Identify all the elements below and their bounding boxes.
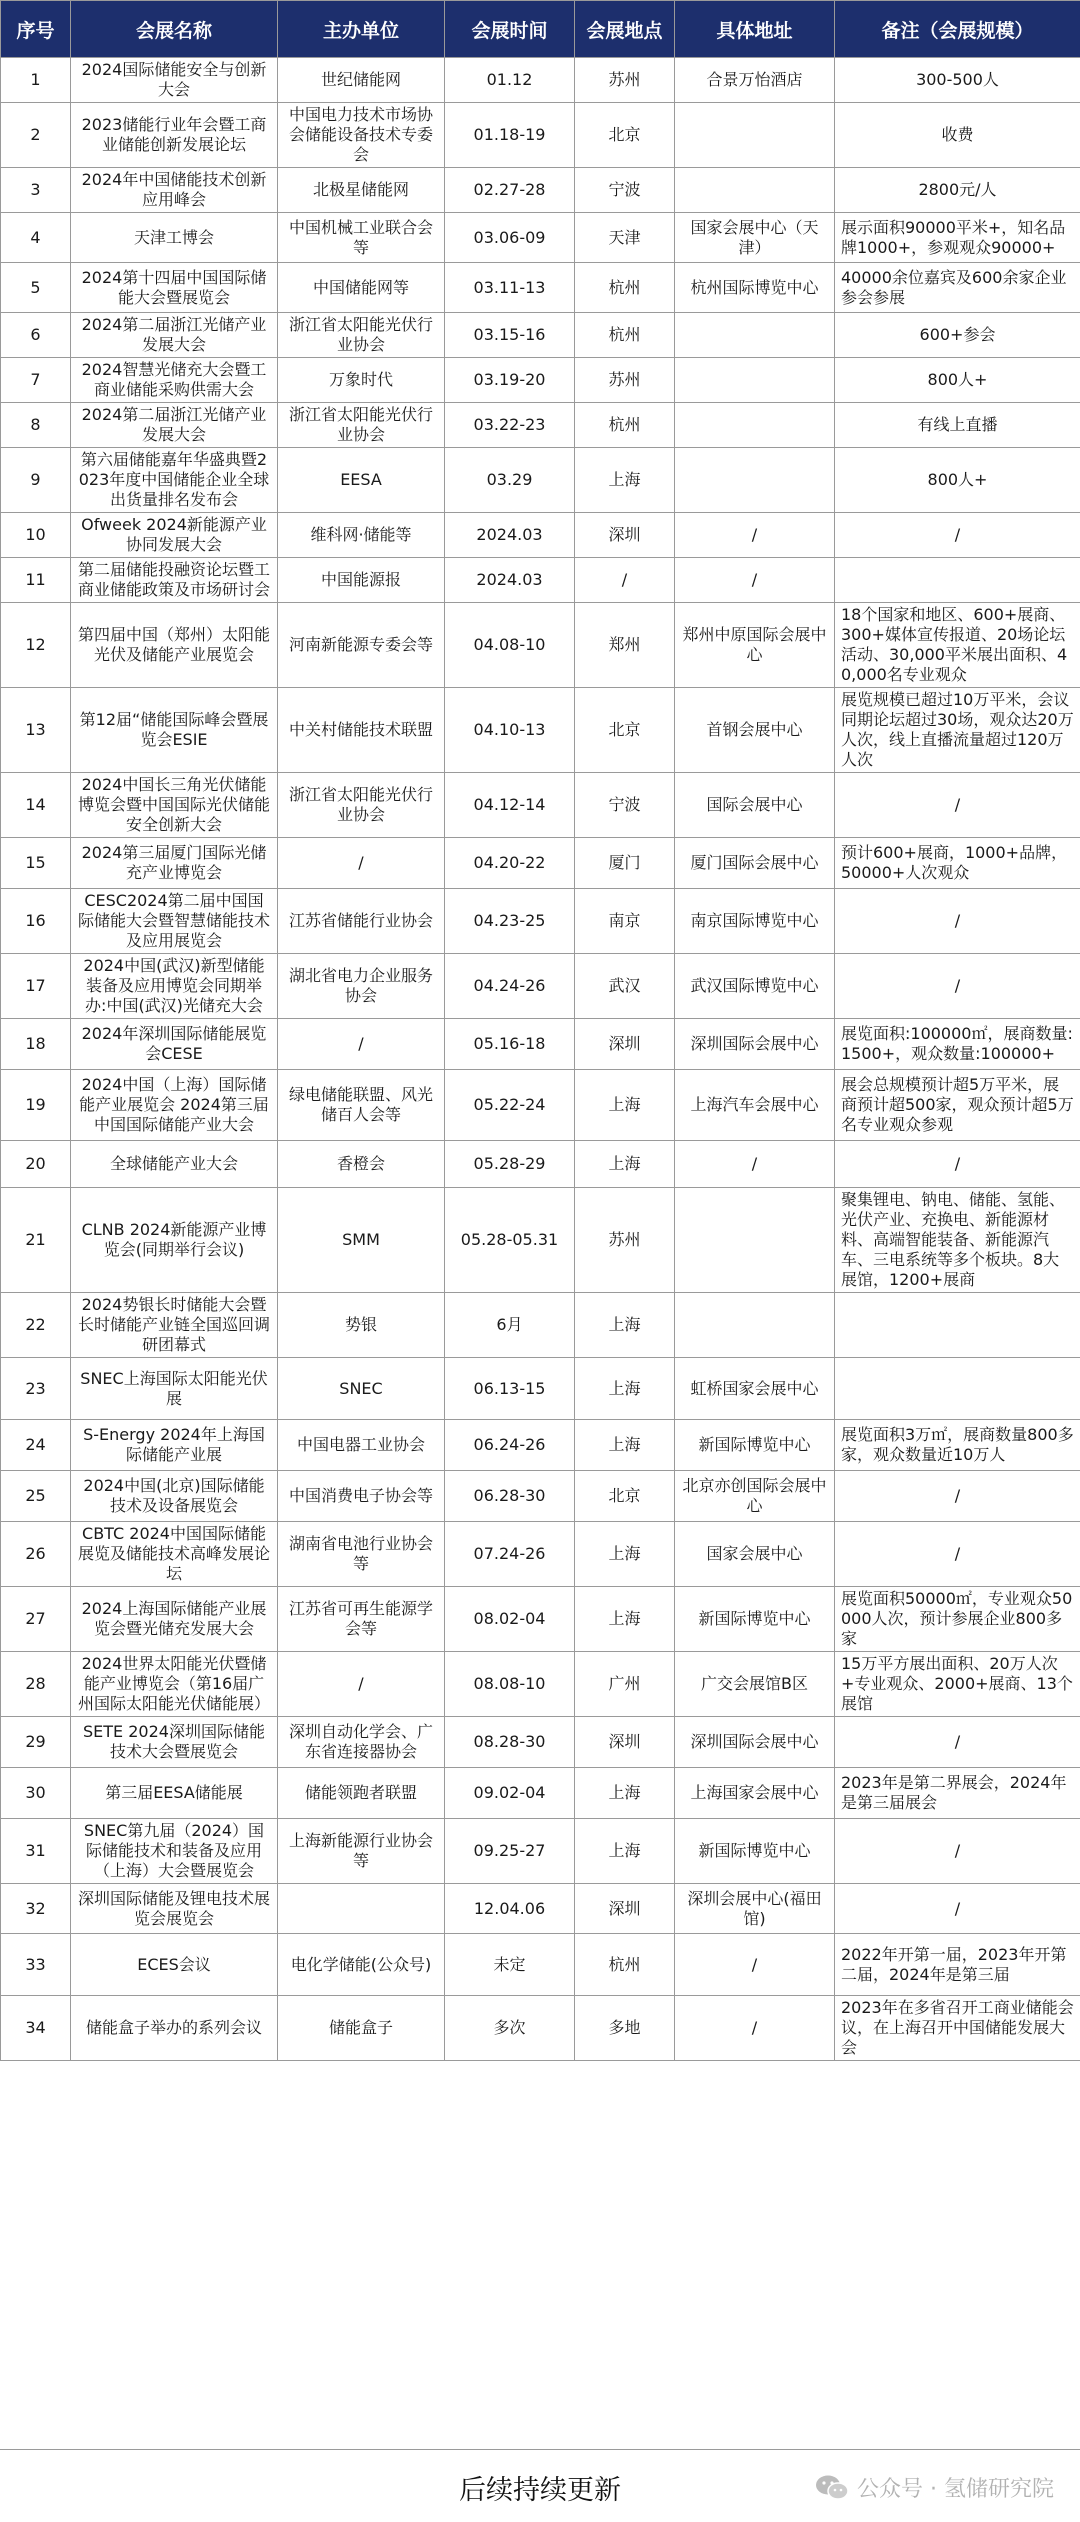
table-row [1, 168, 1080, 213]
cell-venue: 国家会展中心（天津） [675, 213, 835, 263]
cell-index: 19 [1, 1070, 71, 1141]
cell-date: 04.10-13 [445, 688, 575, 773]
cell-city: 北京 [575, 1471, 675, 1522]
cell-event-name: 2024中国（上海）国际储能产业展览会 2024第三届中国国际储能产业大会 [71, 1070, 278, 1141]
table-row [1, 1141, 1080, 1188]
cell-organizer [278, 1884, 445, 1934]
cell-organizer: / [278, 1019, 445, 1070]
cell-event-name: 全球储能产业大会 [71, 1141, 278, 1188]
cell-organizer: 中关村储能技术联盟 [278, 688, 445, 773]
cell-city: 上海 [575, 1358, 675, 1420]
cell-remarks: 600+参会 [835, 313, 1080, 358]
cell-city: 郑州 [575, 603, 675, 688]
cell-index: 27 [1, 1587, 71, 1652]
cell-date: 03.29 [445, 448, 575, 513]
cell-organizer: 势银 [278, 1293, 445, 1358]
footer-text: 后续持续更新 [0, 2468, 1080, 2507]
cell-remarks: 2800元/人 [835, 168, 1080, 213]
column-header: 会展名称 [71, 1, 278, 58]
cell-event-name: 第三届EESA储能展 [71, 1768, 278, 1819]
cell-date: 多次 [445, 1996, 575, 2061]
cell-organizer: SNEC [278, 1358, 445, 1420]
cell-organizer: 中国消费电子协会等 [278, 1471, 445, 1522]
cell-event-name: 2024中国(北京)国际储能技术及设备展览会 [71, 1471, 278, 1522]
cell-venue: 合景万怡酒店 [675, 58, 835, 103]
cell-venue [675, 1188, 835, 1293]
cell-venue: 南京国际博览中心 [675, 889, 835, 954]
cell-city: 武汉 [575, 954, 675, 1019]
cell-event-name: 第四届中国（郑州）太阳能光伏及储能产业展览会 [71, 603, 278, 688]
cell-event-name: 2024上海国际储能产业展览会暨光储充发展大会 [71, 1587, 278, 1652]
cell-index: 24 [1, 1420, 71, 1471]
cell-index: 28 [1, 1652, 71, 1717]
cell-city: 北京 [575, 688, 675, 773]
cell-remarks: 800人+ [835, 448, 1080, 513]
cell-city: 杭州 [575, 313, 675, 358]
cell-index: 12 [1, 603, 71, 688]
cell-venue: / [675, 558, 835, 603]
table-row [1, 889, 1080, 954]
cell-organizer: 储能领跑者联盟 [278, 1768, 445, 1819]
cell-event-name: 2024国际储能安全与创新大会 [71, 58, 278, 103]
table-row [1, 773, 1080, 838]
cell-city: 杭州 [575, 263, 675, 313]
cell-index: 23 [1, 1358, 71, 1420]
cell-event-name: CESC2024第二届中国国际储能大会暨智慧储能技术及应用展览会 [71, 889, 278, 954]
cell-remarks: / [835, 1717, 1080, 1768]
cell-remarks: 展览面积3万㎡，展商数量800多家，观众数量近10万人 [835, 1420, 1080, 1471]
cell-organizer: 中国能源报 [278, 558, 445, 603]
cell-event-name: 深圳国际储能及锂电技术展览会展览会 [71, 1884, 278, 1934]
cell-event-name: 第二届储能投融资论坛暨工商业储能政策及市场研讨会 [71, 558, 278, 603]
cell-date: 03.11-13 [445, 263, 575, 313]
table-row [1, 513, 1080, 558]
cell-index: 29 [1, 1717, 71, 1768]
cell-index: 31 [1, 1819, 71, 1884]
cell-event-name: 天津工博会 [71, 213, 278, 263]
cell-city: 上海 [575, 1819, 675, 1884]
cell-remarks: / [835, 954, 1080, 1019]
cell-city: 上海 [575, 1293, 675, 1358]
watermark-text: 公众号 · 氢储研究院 [857, 2472, 1054, 2503]
cell-city: 上海 [575, 1420, 675, 1471]
cell-venue: 上海国家会展中心 [675, 1768, 835, 1819]
cell-city: 杭州 [575, 403, 675, 448]
table-row [1, 263, 1080, 313]
cell-remarks [835, 1358, 1080, 1420]
cell-city: 北京 [575, 103, 675, 168]
cell-remarks: / [835, 1819, 1080, 1884]
cell-remarks: 300-500人 [835, 58, 1080, 103]
cell-event-name: S-Energy 2024年上海国际储能产业展 [71, 1420, 278, 1471]
cell-city: 上海 [575, 1587, 675, 1652]
cell-venue: 武汉国际博览中心 [675, 954, 835, 1019]
cell-date: 2024.03 [445, 558, 575, 603]
cell-organizer: 世纪储能网 [278, 58, 445, 103]
cell-index: 7 [1, 358, 71, 403]
table-row [1, 1587, 1080, 1652]
cell-index: 6 [1, 313, 71, 358]
cell-event-name: 2024年中国储能技术创新应用峰会 [71, 168, 278, 213]
cell-date: 04.08-10 [445, 603, 575, 688]
cell-date: 06.13-15 [445, 1358, 575, 1420]
cell-venue [675, 358, 835, 403]
cell-date: 6月 [445, 1293, 575, 1358]
cell-venue: 厦门国际会展中心 [675, 838, 835, 889]
cell-organizer: / [278, 838, 445, 889]
cell-city: 深圳 [575, 1884, 675, 1934]
cell-event-name: CLNB 2024新能源产业博览会(同期举行会议) [71, 1188, 278, 1293]
cell-remarks: 展会总规模预计超5万平米，展商预计超500家，观众预计超5万名专业观众参观 [835, 1070, 1080, 1141]
cell-index: 8 [1, 403, 71, 448]
cell-city: 深圳 [575, 513, 675, 558]
cell-index: 26 [1, 1522, 71, 1587]
cell-event-name: SNEC上海国际太阳能光伏展 [71, 1358, 278, 1420]
cell-date: 01.18-19 [445, 103, 575, 168]
cell-venue: 深圳会展中心(福田馆) [675, 1884, 835, 1934]
cell-organizer: 香橙会 [278, 1141, 445, 1188]
cell-city: 南京 [575, 889, 675, 954]
cell-event-name: 2024第二届浙江光储产业发展大会 [71, 403, 278, 448]
cell-index: 25 [1, 1471, 71, 1522]
cell-event-name: 2024智慧光储充大会暨工商业储能采购供需大会 [71, 358, 278, 403]
cell-date: 07.24-26 [445, 1522, 575, 1587]
cell-event-name: Ofweek 2024新能源产业协同发展大会 [71, 513, 278, 558]
cell-index: 2 [1, 103, 71, 168]
table-row [1, 603, 1080, 688]
cell-remarks: 2022年开第一届，2023年开第二届，2024年是第三届 [835, 1934, 1080, 1996]
cell-organizer: 储能盒子 [278, 1996, 445, 2061]
cell-event-name: 2024中国长三角光伏储能博览会暨中国国际光伏储能安全创新大会 [71, 773, 278, 838]
table-row [1, 403, 1080, 448]
cell-remarks: / [835, 513, 1080, 558]
cell-index: 21 [1, 1188, 71, 1293]
cell-date: 05.16-18 [445, 1019, 575, 1070]
column-header: 会展地点 [575, 1, 675, 58]
cell-remarks: 聚集锂电、钠电、储能、氢能、光伏产业、充换电、新能源材料、高端智能装备、新能源汽车、三电系统等多个板块。8大展馆，1200+展商 [835, 1188, 1080, 1293]
cell-index: 22 [1, 1293, 71, 1358]
cell-organizer: / [278, 1652, 445, 1717]
cell-organizer: 电化学储能(公众号) [278, 1934, 445, 1996]
cell-remarks: 2023年是第二界展会，2024年是第三届展会 [835, 1768, 1080, 1819]
cell-event-name: 2024第十四届中国国际储能大会暨展览会 [71, 263, 278, 313]
cell-organizer: 江苏省可再生能源学会等 [278, 1587, 445, 1652]
cell-organizer: 江苏省储能行业协会 [278, 889, 445, 954]
table-row [1, 1188, 1080, 1293]
cell-date: 04.23-25 [445, 889, 575, 954]
table-row [1, 954, 1080, 1019]
cell-venue: 北京亦创国际会展中心 [675, 1471, 835, 1522]
cell-organizer: 湖南省电池行业协会等 [278, 1522, 445, 1587]
table-row [1, 1471, 1080, 1522]
header-row [1, 1, 1080, 58]
cell-remarks: 展览面积:100000㎡，展商数量:1500+，观众数量:100000+ [835, 1019, 1080, 1070]
cell-city: 苏州 [575, 1188, 675, 1293]
cell-event-name: 2024第三届厦门国际光储充产业博览会 [71, 838, 278, 889]
cell-city: 多地 [575, 1996, 675, 2061]
cell-remarks [835, 558, 1080, 603]
table-row [1, 1934, 1080, 1996]
cell-index: 10 [1, 513, 71, 558]
cell-organizer: 万象时代 [278, 358, 445, 403]
column-header: 会展时间 [445, 1, 575, 58]
cell-venue: 深圳国际会展中心 [675, 1019, 835, 1070]
table-row [1, 213, 1080, 263]
cell-date: 2024.03 [445, 513, 575, 558]
table-row [1, 103, 1080, 168]
table-row [1, 1358, 1080, 1420]
cell-venue [675, 1293, 835, 1358]
cell-index: 5 [1, 263, 71, 313]
cell-remarks: 预计600+展商，1000+品牌，50000+人次观众 [835, 838, 1080, 889]
cell-organizer: EESA [278, 448, 445, 513]
cell-index: 15 [1, 838, 71, 889]
cell-organizer: 河南新能源专委会等 [278, 603, 445, 688]
cell-date: 03.22-23 [445, 403, 575, 448]
table-row [1, 1420, 1080, 1471]
cell-city: 厦门 [575, 838, 675, 889]
cell-event-name: 2024中国(武汉)新型储能装备及应用博览会同期举办:中国(武汉)光储充大会 [71, 954, 278, 1019]
cell-index: 20 [1, 1141, 71, 1188]
cell-venue: 新国际博览中心 [675, 1587, 835, 1652]
cell-venue [675, 403, 835, 448]
column-header: 备注（会展规模） [835, 1, 1080, 58]
cell-date: 05.22-24 [445, 1070, 575, 1141]
cell-remarks: 2023年在多省召开工商业储能会议，在上海召开中国储能发展大会 [835, 1996, 1080, 2061]
cell-city: 上海 [575, 448, 675, 513]
cell-venue [675, 313, 835, 358]
cell-date: 未定 [445, 1934, 575, 1996]
table-row [1, 688, 1080, 773]
table-row [1, 558, 1080, 603]
table-header [1, 1, 1080, 58]
cell-event-name: SNEC第九届（2024）国际储能技术和装备及应用（上海）大会暨展览会 [71, 1819, 278, 1884]
cell-venue: / [675, 1934, 835, 1996]
cell-venue: / [675, 513, 835, 558]
cell-venue: 杭州国际博览中心 [675, 263, 835, 313]
cell-index: 30 [1, 1768, 71, 1819]
cell-venue: 上海汽车会展中心 [675, 1070, 835, 1141]
cell-date: 03.06-09 [445, 213, 575, 263]
cell-index: 17 [1, 954, 71, 1019]
cell-organizer: 中国电力技术市场协会储能设备技术专委会 [278, 103, 445, 168]
table-row [1, 1652, 1080, 1717]
watermark [815, 2472, 1054, 2503]
table-row [1, 1522, 1080, 1587]
cell-venue: 广交会展馆B区 [675, 1652, 835, 1717]
table-row [1, 1996, 1080, 2061]
cell-remarks: / [835, 1471, 1080, 1522]
cell-remarks: 40000余位嘉宾及600余家企业参会参展 [835, 263, 1080, 313]
cell-date: 04.24-26 [445, 954, 575, 1019]
cell-city: 杭州 [575, 1934, 675, 1996]
cell-date: 02.27-28 [445, 168, 575, 213]
table-row [1, 58, 1080, 103]
column-header: 主办单位 [278, 1, 445, 58]
cell-organizer: 维科网·储能等 [278, 513, 445, 558]
cell-index: 14 [1, 773, 71, 838]
table-row [1, 1768, 1080, 1819]
cell-city: / [575, 558, 675, 603]
cell-venue [675, 103, 835, 168]
cell-city: 宁波 [575, 773, 675, 838]
cell-remarks: / [835, 1522, 1080, 1587]
cell-city: 上海 [575, 1768, 675, 1819]
cell-city: 苏州 [575, 358, 675, 403]
cell-venue: 首钢会展中心 [675, 688, 835, 773]
cell-date: 08.08-10 [445, 1652, 575, 1717]
cell-organizer: 深圳自动化学会、广东省连接器协会 [278, 1717, 445, 1768]
cell-index: 16 [1, 889, 71, 954]
cell-venue: 新国际博览中心 [675, 1420, 835, 1471]
cell-event-name: 第12届“储能国际峰会暨展览会ESIE [71, 688, 278, 773]
cell-venue: 国家会展中心 [675, 1522, 835, 1587]
cell-organizer: 中国机械工业联合会等 [278, 213, 445, 263]
cell-city: 上海 [575, 1522, 675, 1587]
cell-event-name: 储能盒子举办的系列会议 [71, 1996, 278, 2061]
cell-remarks: 18个国家和地区、600+展商、300+媒体宣传报道、20场论坛活动、30,000平米展出面积、40,000名专业观众 [835, 603, 1080, 688]
cell-organizer: 湖北省电力企业服务协会 [278, 954, 445, 1019]
cell-organizer: 上海新能源行业协会等 [278, 1819, 445, 1884]
cell-date: 09.02-04 [445, 1768, 575, 1819]
cell-index: 18 [1, 1019, 71, 1070]
table-row [1, 1717, 1080, 1768]
cell-date: 08.28-30 [445, 1717, 575, 1768]
cell-event-name: 2024第二届浙江光储产业发展大会 [71, 313, 278, 358]
cell-remarks: 展览规模已超过10万平米，会议同期论坛超过30场，观众达20万人次，线上直播流量超过120万人次 [835, 688, 1080, 773]
cell-organizer: 浙江省太阳能光伏行业协会 [278, 313, 445, 358]
cell-date: 05.28-29 [445, 1141, 575, 1188]
cell-event-name: 2023储能行业年会暨工商业储能创新发展论坛 [71, 103, 278, 168]
cell-organizer: 浙江省太阳能光伏行业协会 [278, 773, 445, 838]
cell-date: 01.12 [445, 58, 575, 103]
cell-city: 上海 [575, 1141, 675, 1188]
cell-venue: 郑州中原国际会展中心 [675, 603, 835, 688]
cell-date: 04.20-22 [445, 838, 575, 889]
cell-date: 08.02-04 [445, 1587, 575, 1652]
table-row [1, 1884, 1080, 1934]
cell-city: 天津 [575, 213, 675, 263]
cell-city: 宁波 [575, 168, 675, 213]
table-row [1, 1819, 1080, 1884]
cell-organizer: 浙江省太阳能光伏行业协会 [278, 403, 445, 448]
cell-city: 广州 [575, 1652, 675, 1717]
cell-date: 05.28-05.31 [445, 1188, 575, 1293]
cell-remarks: 有线上直播 [835, 403, 1080, 448]
cell-city: 深圳 [575, 1717, 675, 1768]
cell-remarks: 收费 [835, 103, 1080, 168]
table-row [1, 313, 1080, 358]
cell-date: 09.25-27 [445, 1819, 575, 1884]
cell-index: 3 [1, 168, 71, 213]
cell-remarks: 800人+ [835, 358, 1080, 403]
cell-index: 11 [1, 558, 71, 603]
cell-venue: 新国际博览中心 [675, 1819, 835, 1884]
cell-event-name: 第六届储能嘉年华盛典暨2023年度中国储能企业全球出货量排名发布会 [71, 448, 278, 513]
footer [0, 2449, 1080, 2522]
cell-event-name: 2024势银长时储能大会暨长时储能产业链全国巡回调研团幕式 [71, 1293, 278, 1358]
cell-event-name: 2024世界太阳能光伏暨储能产业博览会（第16届广州国际太阳能光伏储能展） [71, 1652, 278, 1717]
table-row [1, 838, 1080, 889]
cell-remarks: / [835, 1141, 1080, 1188]
cell-date: 03.15-16 [445, 313, 575, 358]
cell-date: 06.28-30 [445, 1471, 575, 1522]
table-row [1, 1070, 1080, 1141]
cell-venue: / [675, 1141, 835, 1188]
cell-city: 深圳 [575, 1019, 675, 1070]
cell-remarks: / [835, 889, 1080, 954]
cell-venue: 深圳国际会展中心 [675, 1717, 835, 1768]
cell-venue [675, 168, 835, 213]
wechat-icon [815, 2474, 849, 2502]
cell-event-name: SETE 2024深圳国际储能技术大会暨展览会 [71, 1717, 278, 1768]
cell-remarks [835, 1293, 1080, 1358]
cell-index: 9 [1, 448, 71, 513]
cell-organizer: 北极星储能网 [278, 168, 445, 213]
column-header: 具体地址 [675, 1, 835, 58]
table-row [1, 448, 1080, 513]
cell-index: 4 [1, 213, 71, 263]
table-row [1, 358, 1080, 403]
cell-city: 上海 [575, 1070, 675, 1141]
cell-index: 34 [1, 1996, 71, 2061]
cell-index: 32 [1, 1884, 71, 1934]
cell-organizer: 中国电器工业协会 [278, 1420, 445, 1471]
column-header: 序号 [1, 1, 71, 58]
table-row [1, 1293, 1080, 1358]
cell-organizer: SMM [278, 1188, 445, 1293]
cell-index: 1 [1, 58, 71, 103]
cell-venue: 虹桥国家会展中心 [675, 1358, 835, 1420]
cell-index: 13 [1, 688, 71, 773]
cell-remarks: 15万平方展出面积、20万人次+专业观众、2000+展商、13个展馆 [835, 1652, 1080, 1717]
cell-date: 12.04.06 [445, 1884, 575, 1934]
cell-venue: 国际会展中心 [675, 773, 835, 838]
cell-event-name: ECES会议 [71, 1934, 278, 1996]
cell-event-name: CBTC 2024中国国际储能展览及储能技术高峰发展论坛 [71, 1522, 278, 1587]
cell-event-name: 2024年深圳国际储能展览会CESE [71, 1019, 278, 1070]
cell-date: 03.19-20 [445, 358, 575, 403]
cell-index: 33 [1, 1934, 71, 1996]
cell-venue [675, 448, 835, 513]
cell-date: 06.24-26 [445, 1420, 575, 1471]
table-body [1, 58, 1080, 2061]
cell-date: 04.12-14 [445, 773, 575, 838]
cell-remarks: / [835, 773, 1080, 838]
cell-remarks: / [835, 1884, 1080, 1934]
cell-organizer: 中国储能网等 [278, 263, 445, 313]
table-row [1, 1019, 1080, 1070]
cell-city: 苏州 [575, 58, 675, 103]
cell-remarks: 展览面积50000㎡，专业观众50000人次，预计参展企业800多家 [835, 1587, 1080, 1652]
cell-organizer: 绿电储能联盟、风光储百人会等 [278, 1070, 445, 1141]
cell-venue: / [675, 1996, 835, 2061]
cell-remarks: 展示面积90000平米+，知名品牌1000+，参观观众90000+ [835, 213, 1080, 263]
